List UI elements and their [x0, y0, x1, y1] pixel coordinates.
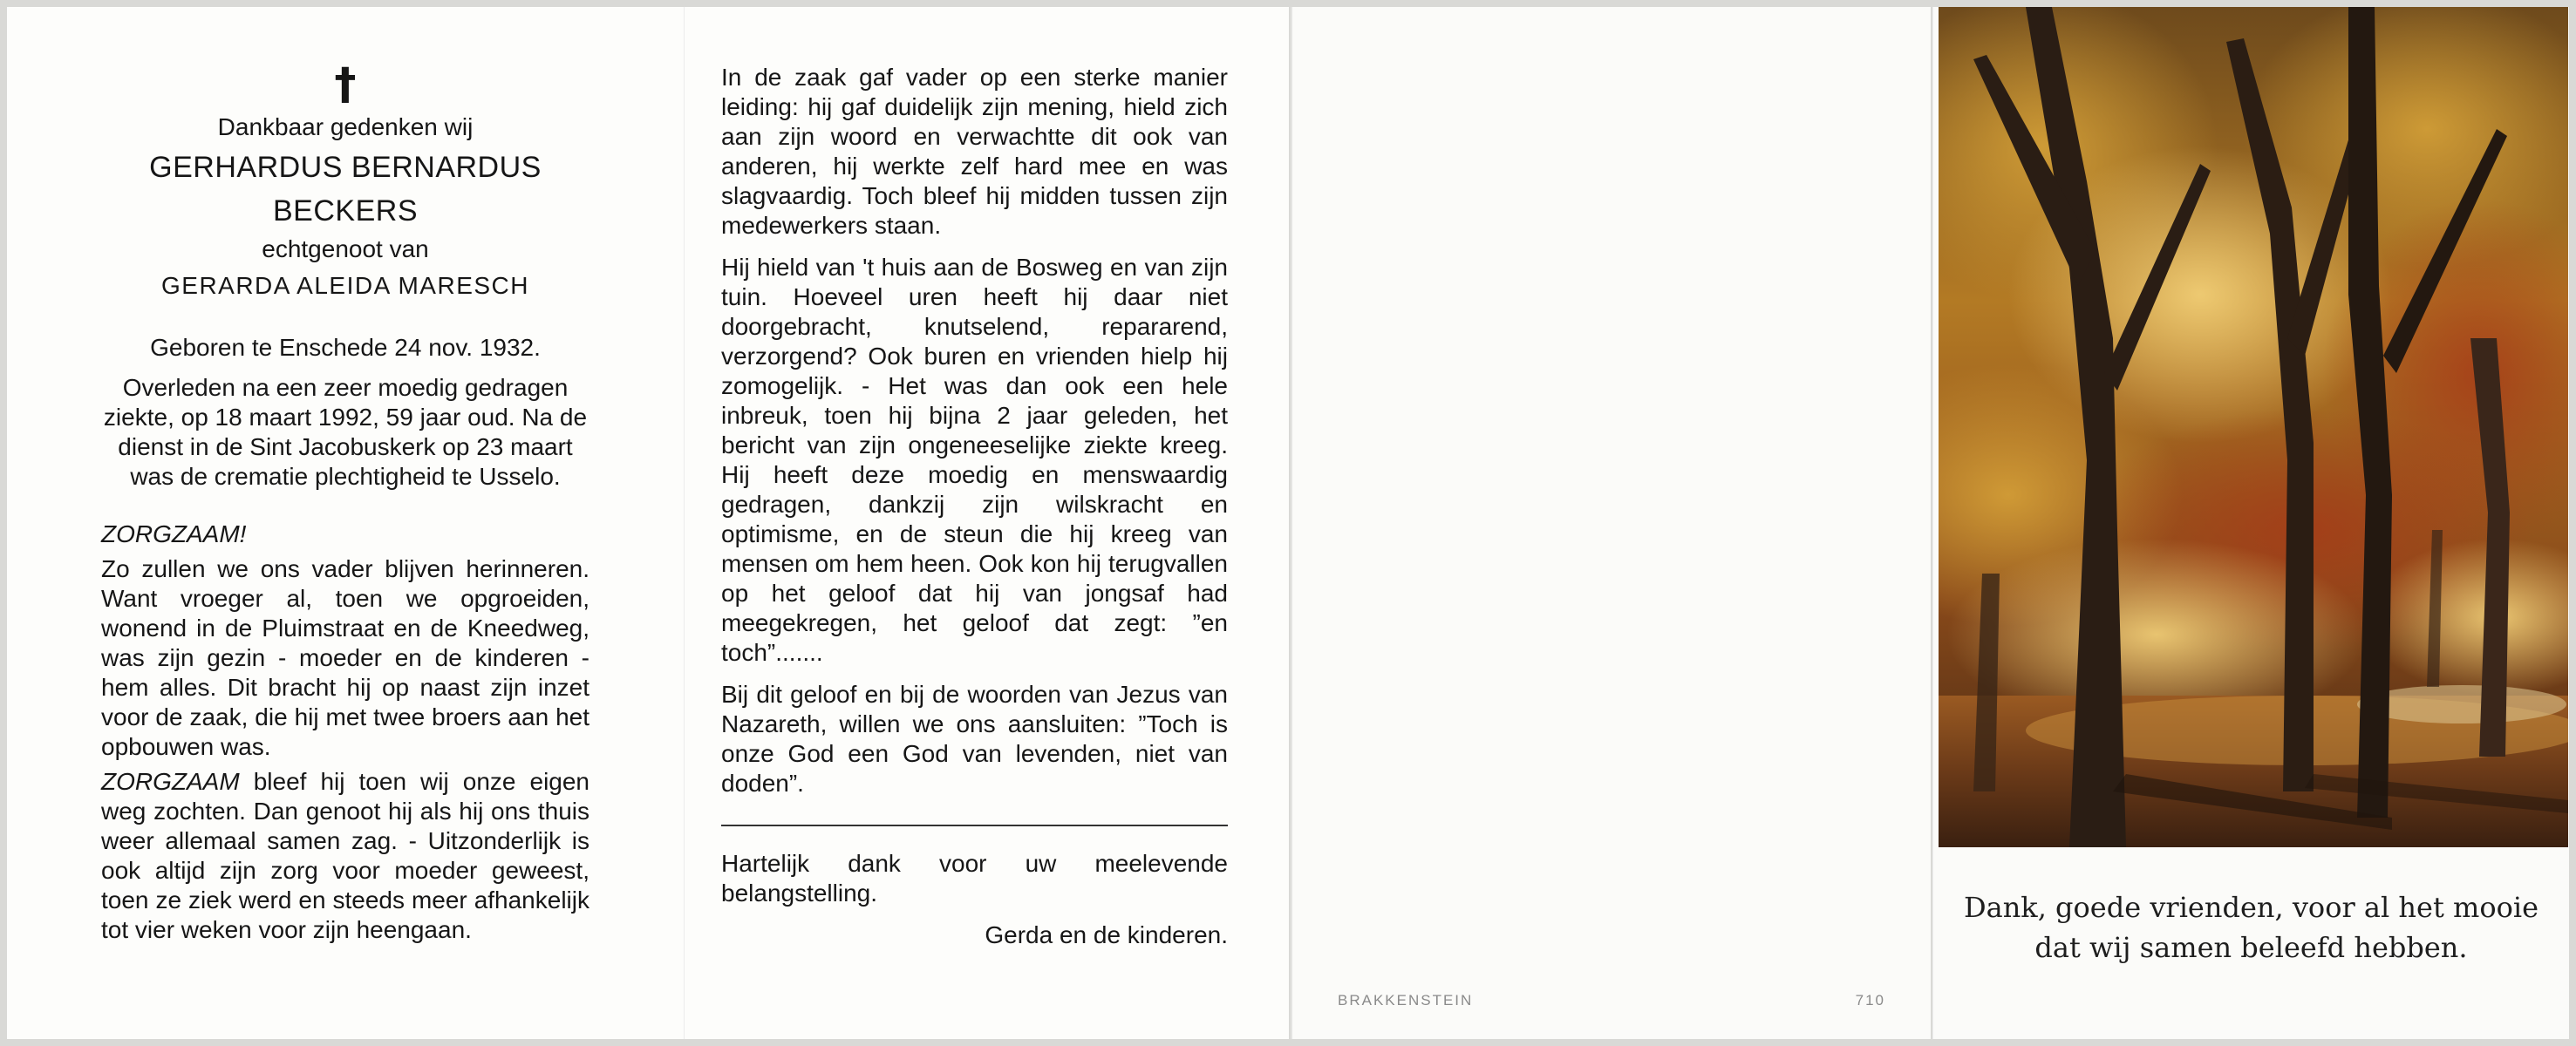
spouse-name: GERARDA ALEIDA MARESCH [160, 272, 529, 299]
deceased-name-line2: BECKERS [273, 194, 418, 228]
card-panel-photo [1932, 7, 2569, 1039]
autumn-forest-photo [1939, 7, 2568, 847]
family-signoff: Gerda en de kinderen. [985, 921, 1228, 948]
divider [721, 825, 1228, 826]
life-facts [7, 333, 684, 492]
deceased-name-line1: GERHARDUS BERNARDUS [149, 151, 542, 184]
card-panel-middle [684, 7, 1289, 1039]
birth-line: Geboren te Enschede 24 nov. 1932. [150, 334, 541, 361]
tribute-text-right [685, 7, 1289, 950]
card-code: 710 [1855, 992, 1885, 1009]
tribute-paragraph-2-text: bleef hij toen wij onze eigen weg zochten. Dan genoot hij als hij ons thuis weer allemaal samen zag. - Uitzonderlijk is ook altijd zijn zorg voor moeder geweest, toen ze ziek werd en steeds meer afhankelijk tot vier weken voor zijn heengaan. [101, 768, 590, 943]
forest-illustration [1939, 7, 2568, 847]
thanks-line: Hartelijk dank voor uw meelevende belangstelling. [721, 850, 1228, 907]
tribute-paragraph-2 [101, 767, 589, 945]
printer-footer [1338, 992, 1885, 1009]
cross-icon: † [334, 58, 357, 109]
relation-line: echtgenoot van [262, 235, 429, 262]
death-paragraph: Overleden na een zeer moedig gedragen ziekte, op 18 maart 1992, 59 jaar oud. Na de dienst in de Sint Jacobuskerk op 23 maart was de crematie plechtigheid te Usselo. [103, 374, 588, 490]
publisher-name: BRAKKENSTEIN [1338, 992, 1474, 1009]
card-panel-left [7, 7, 684, 1039]
memorial-header [7, 7, 684, 300]
leadership-paragraph: In de zaak gaf vader op een sterke manier leiding: hij gaf duidelijk zijn mening, hield zich aan zijn woord en verwachtte dit ook van anderen, hij werkte zelf hard mee en was slagvaardig. Toch bleef hij midden tussen zijn medewerkers staan. [721, 64, 1228, 239]
tribute-heading-inline: ZORGZAAM [101, 768, 240, 795]
card-panel-blank [1291, 7, 1931, 1039]
caption-line-1: Dank, goede vrienden, voor al het mooie [1963, 891, 2539, 924]
tribute-text-left [7, 520, 684, 945]
intro-line: Dankbaar gedenken wij [217, 113, 474, 140]
tribute-heading: ZORGZAAM! [101, 520, 247, 547]
caption-line-2: dat wij samen beleefd hebben. [2034, 931, 2468, 964]
tribute-paragraph: Zo zullen we ons vader blijven herinneren. Want vroeger al, toen we opgroeiden, wonend in de Pluimstraat en de Kneedweg, was zijn gezin - moeder en de kinderen - hem alles. Dit bracht hij op naast zijn inzet voor de zaak, die hij met twee broers aan het opbouwen was. [101, 555, 589, 760]
faith-paragraph: Bij dit geloof en bij de woorden van Jezus van Nazareth, willen we ons aansluiten: ”Toch is onze God een God van levenden, niet van doden”. [721, 681, 1228, 797]
photo-caption [1933, 887, 2569, 968]
home-paragraph: Hij hield van 't huis aan de Bosweg en van zijn tuin. Hoeveel uren heeft hij daar niet doorgebracht, knutselend, repararend, verzorgend? Ook buren en vrienden hielp hij zomogelijk. - Het was dan ook een hele inbreuk, toen hij bijna 2 jaar geleden, het bericht van zijn ongeneeselijke ziekte kreeg. Hij heeft deze moedig en menswaardig gedragen, dankzij zijn wilskracht en optimisme, en de steun die hij kreeg van mensen om hem heen. Ook kon hij terugvallen op het geloof dat hij van jongsaf had meegekregen, het geloof dat zegt: ”en toch”....... [721, 254, 1228, 666]
